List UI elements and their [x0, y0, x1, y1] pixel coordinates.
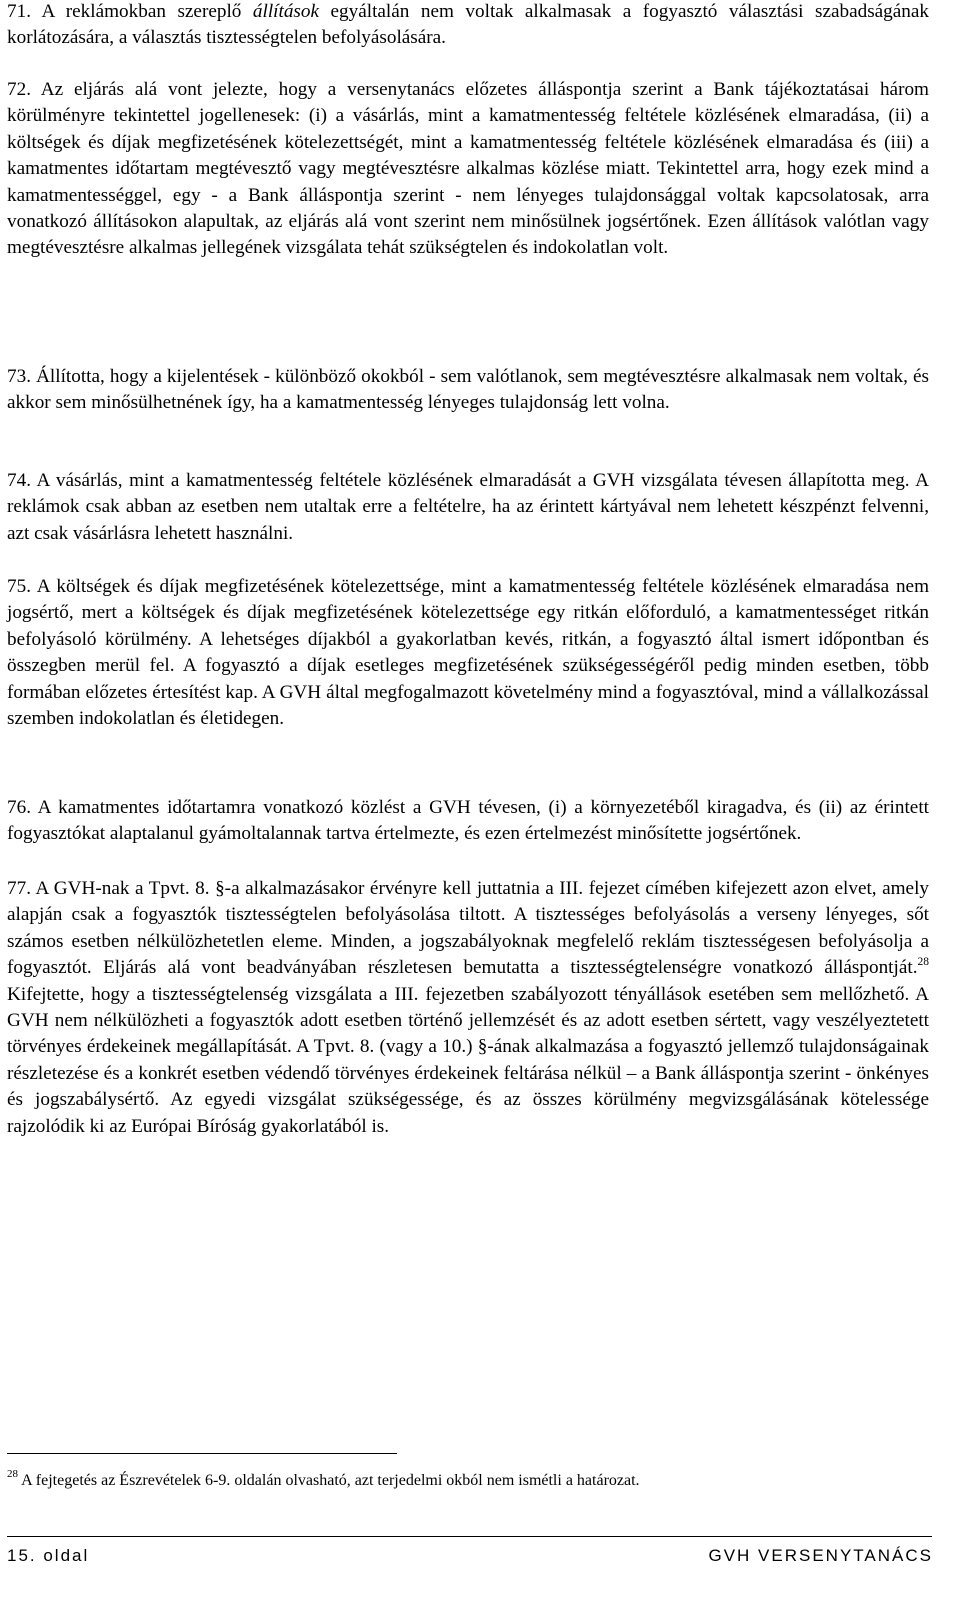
footnote-text: A fejtegetés az Észrevételek 6-9. oldalán olvasható, azt terjedelmi okból nem ismétli a határozat.	[21, 1472, 640, 1489]
paragraph-76	[7, 795, 929, 848]
paragraph-72	[7, 77, 929, 262]
paragraph-number: 75.	[7, 576, 31, 597]
paragraph-italic-text: állítások	[252, 1, 319, 22]
paragraph-text: A reklámokban szereplő	[41, 1, 253, 22]
paragraph-71	[7, 0, 929, 52]
paragraph-number: 72.	[7, 79, 31, 100]
paragraph-number: 71.	[7, 1, 31, 22]
publisher-label: GVH VERSENYTANÁCS	[708, 1546, 933, 1565]
paragraph-73	[7, 364, 929, 417]
footnote	[7, 1470, 929, 1492]
paragraph-text: egyáltalán nem voltak alkalmasak a fogyasztó választási szabadságának korlátozására, a választás tisztességtelen befolyásolására.	[7, 1, 929, 49]
paragraph-text: A kamatmentes időtartamra vonatkozó közlést a GVH tévesen, (i) a környezetéből kiragadva, és (ii) az érintett fogyasztókat alaptalanul gyámoltalannak tartva értelmezte, és ezen értelmezést minősítette jogsértőnek.	[7, 797, 929, 845]
paragraph-74	[7, 468, 929, 547]
paragraph-text: A költségek és díjak megfizetésének kötelezettsége, mint a kamatmentesség feltétele közlésének elmaradása nem jogsértő, mert a költségek és díjak megfizetésének kötelezettsége egy ritkán előforduló, a kamatmentességet ritkán befolyásoló körülmény. A lehetséges díjakból a gyakorlatban kevés, ritkán, a fogyasztó által ismert időpontban és összegben merül fel. A fogyasztó a díjak esetleges megfizetésének szükségességéről pedig minden esetben, több formában előzetes értesítést kap. A GVH által megfogalmazott követelmény mind a fogyasztóval, mind a vállalkozással szemben indokolatlan és életidegen.	[7, 576, 929, 730]
footnote-separator	[7, 1453, 397, 1454]
footnote-number: 28	[7, 1468, 18, 1480]
paragraph-text: Az eljárás alá vont jelezte, hogy a versenytanács előzetes álláspontja szerint a Bank tájékoztatásai három körülményre tekintettel jogellenesek: (i) a vásárlás, mint a kamatmentesség feltétele közlésének elmaradása, (ii) a költségek és díjak megfizetésének kötelezettségét, mint a kamatmentesség feltétele közlésének elmaradása és (iii) a kamatmentes időtartam megtévesztő vagy megtévesztésre alkalmas közlése miatt. Tekintettel arra, hogy ezek mind a kamatmentességgel, egy - a Bank álláspontja szerint - nem lényeges tulajdonsággal voltak kapcsolatosak, arra vonatkozó állításokon alapultak, az eljárás alá vont szerint nem minősülnek jogsértőnek. Ezen állítások valótlan vagy megtévesztésre alkalmas jellegének vizsgálata tehát szükségtelen és indokolatlan volt.	[7, 79, 929, 259]
paragraph-text: Állította, hogy a kijelentések - különböző okokból - sem valótlanok, sem megtévesztésre alkalmasak nem voltak, és akkor sem minősülhetnének így, ha a kamatmentesség lényeges tulajdonság lett volna.	[7, 366, 929, 414]
paragraph-75	[7, 574, 929, 732]
paragraph-number: 76.	[7, 797, 31, 818]
page-number-label: 15. oldal	[7, 1546, 90, 1565]
paragraph-text: A vásárlás, mint a kamatmentesség feltétele közlésének elmaradását a GVH vizsgálata tévesen állapította meg. A reklámok csak abban az esetben nem utaltak erre a feltételre, ha az érintett kártyával nem lehetett készpénzt felvenni, azt csak vásárlásra lehetett használni.	[7, 470, 929, 544]
paragraph-text: A GVH-nak a Tpvt. 8. §-a alkalmazásakor érvényre kell juttatnia a III. fejezet címében kifejezett azon elvet, amely alapján csak a fogyasztók tisztességtelen befolyásolása tiltott. A tisztességes befolyásolás a verseny lényeges, sőt számos esetben nélkülözhetetlen eleme. Minden, a jogszabályoknak megfelelő reklám tisztességesen befolyásolja a fogyasztót. Eljárás alá vont beadványában részletesen bemutatta a tisztességtelenségre vonatkozó álláspontját.	[7, 878, 929, 979]
paragraph-text: Kifejtette, hogy a tisztességtelenség vizsgálata a III. fejezetben szabályozott tényállások esetében sem mellőzhető. A GVH nem nélkülözheti a fogyasztók adott esetben történő jellemzését és az adott esetben sértett, vagy veszélyeztetett törvényes érdekeinek megállapítását. A Tpvt. 8. (vagy a 10.) §-ának alkalmazása a fogyasztó jellemző tulajdonságainak részletezése és a konkrét esetben védendő törvényes érdekeinek feltárása nélkül – a Bank álláspontja szerint - önkényes és jogszabálysértő. Az egyedi vizsgálat szükségessége, és az összes körülmény megvizsgálásának kötelessége rajzolódik ki az Európai Bíróság gyakorlatából is.	[7, 983, 929, 1137]
paragraph-number: 74.	[7, 470, 31, 491]
paragraph-number: 73.	[7, 366, 31, 387]
paragraph-number: 77.	[7, 878, 31, 899]
footer-divider	[7, 1536, 932, 1537]
paragraph-77	[7, 876, 929, 1140]
footnote-reference[interactable]: 28	[917, 956, 929, 969]
